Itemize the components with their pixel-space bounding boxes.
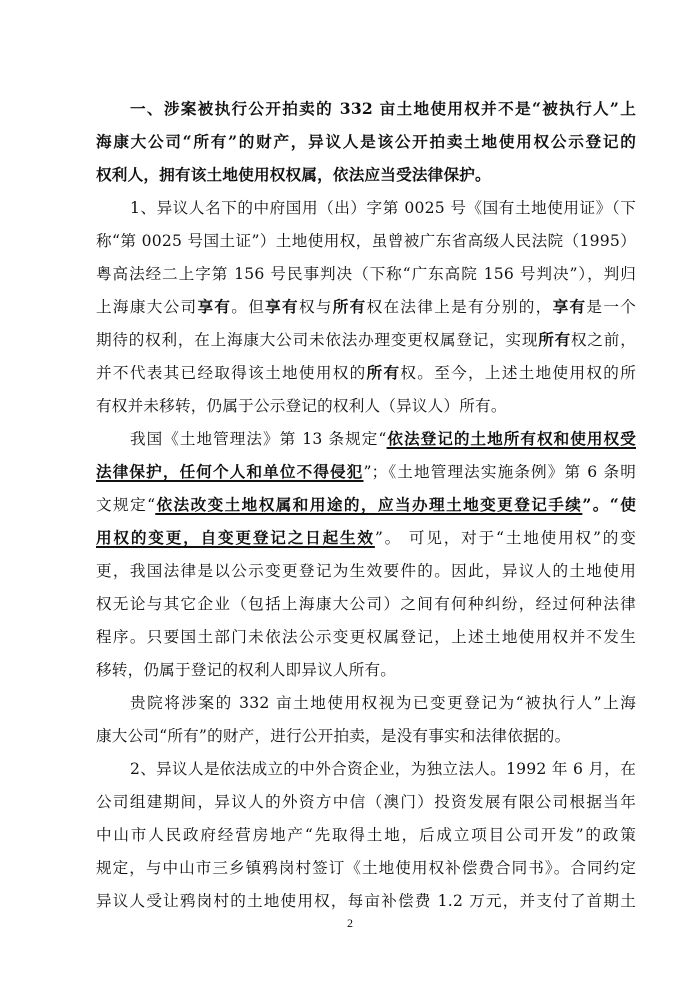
text-segment: 期待的权利，在上海康大公司未依法办理变更权属登记，实现	[96, 331, 539, 349]
text-segment: ”；《土地管理法实施条例》第 6 条明	[363, 463, 637, 481]
para1-line-3: 粤高法经二上字第 156 号民事判决（下称“广东高院 156 号判决”），判归	[96, 265, 636, 283]
para4-line-5: 异议人受让鸦岗村的土地使用权，每亩补偿费 1.2 万元，并支付了首期土	[96, 892, 636, 910]
heading-line-3: 权利人，拥有该土地使用权权属，依法应当受法律保护。	[96, 165, 491, 184]
text-segment: 是一个	[586, 298, 637, 316]
para2-line-6: 权无论与其它企业（包括上海康大公司）之间有何种纠纷，经过何种法律	[96, 595, 636, 613]
bold-text: 享有	[552, 297, 587, 316]
para3-line-2: 康大公司“所有”的财产，进行公开拍卖，是没有事实和法律依据的。	[96, 727, 571, 745]
heading-line-1: 一、涉案被执行公开拍卖的 332 亩土地使用权并不是“被执行人”上	[130, 99, 636, 118]
text-segment: 权之前，	[571, 331, 636, 349]
bold-text: 所有	[332, 297, 367, 316]
para2-line-5: 更，我国法律是以公示变更登记为生效要件的。因此，异议人的土地使用	[96, 562, 636, 580]
page-number: 2	[347, 916, 353, 930]
text-segment: 权。至今，上述土地使用权的所	[400, 364, 636, 382]
para2-line-8: 移转，仍属于登记的权利人即异议人所有。	[96, 661, 397, 679]
para1-line-2: 称“第 0025 号国土证”）土地使用权，虽曾被广东省高级人民法院（1995）	[96, 232, 636, 250]
bold-text: 所有	[538, 330, 572, 349]
para4-line-1: 2、异议人是依法成立的中外合资企业，为独立法人。1992 年 6 月，在	[130, 760, 636, 778]
bold-text: 享有	[265, 297, 299, 316]
para2-line-4	[96, 525, 636, 551]
para2-line-3	[96, 492, 636, 518]
para2-line-2	[96, 459, 636, 485]
para3-line-1: 贵院将涉案的 332 亩土地使用权视为已变更登记为“被执行人”上海	[130, 694, 636, 712]
para4-line-2: 公司组建期间，异议人的外资方中信（澳门）投资发展有限公司根据当年	[96, 793, 636, 811]
underlined-quote: 依法登记的土地所有权和使用权受	[386, 429, 636, 448]
para2-line-1	[96, 426, 636, 452]
bold-text: ”。“使	[582, 495, 636, 514]
text-segment: 文规定“	[96, 496, 156, 514]
bold-text: 所有	[366, 363, 401, 382]
text-segment: 上海康大公司	[96, 298, 198, 316]
para4-line-3: 中山市人民政府经营房地产“先取得土地，后成立项目公司开发”的政策	[96, 826, 636, 844]
para1-line-4	[96, 294, 636, 320]
heading-line-2: 海康大公司“所有”的财产，异议人是该公开拍卖土地使用权公示登记的	[96, 132, 636, 151]
para1-line-7: 有权并未移转，仍属于公示登记的权利人（异议人）所有。	[96, 397, 507, 415]
text-segment: 。但	[231, 298, 266, 316]
text-segment: 并不代表其已经取得该土地使用权的	[96, 364, 367, 382]
para4-line-4: 规定，与中山市三乡镇鸦岗村签订《土地使用权补偿费合同书》。合同约定	[96, 859, 636, 877]
para2-line-7: 程序。只要国土部门未依法公示变更权属登记，上述土地使用权并不发生	[96, 628, 636, 646]
para1-line-5	[96, 327, 636, 353]
para1-line-1: 1、异议人名下的中府国用（出）字第 0025 号《国有土地使用证》（下	[130, 199, 636, 217]
para1-line-6	[96, 360, 636, 386]
underlined-quote: 用权的变更，自变更登记之日起生效	[96, 528, 375, 547]
text-segment: 权在法律上是有分别的，	[366, 298, 553, 316]
bold-text: 享有	[197, 297, 232, 316]
text-segment: 权与	[298, 298, 333, 316]
text-segment: ”。 可见，对于“土地使用权”的变	[374, 529, 636, 547]
underlined-quote: 法律保护，任何个人和单位不得侵犯	[96, 462, 364, 481]
underlined-quote: 依法改变土地权属和用途的，应当办理土地变更登记手续	[155, 495, 583, 514]
text-segment: 我国《土地管理法》第 13 条规定“	[130, 430, 387, 448]
